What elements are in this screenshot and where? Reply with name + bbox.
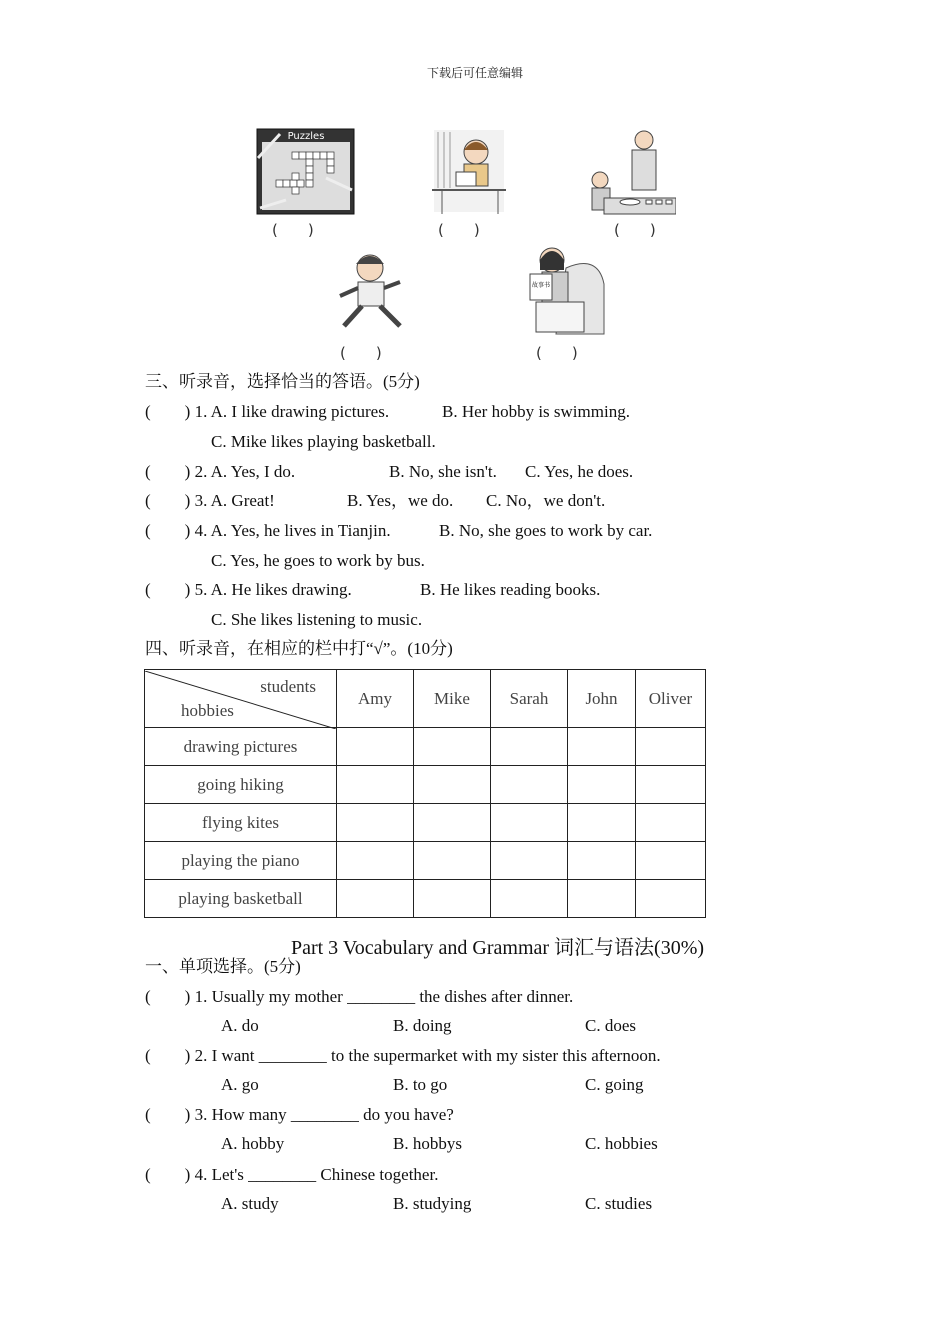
check-cell[interactable] xyxy=(491,842,568,880)
table-row xyxy=(145,804,706,842)
student-header-oliver: Oliver xyxy=(636,670,706,728)
p3-q3-option-c: C. hobbies xyxy=(585,1134,658,1153)
s3-q1-number[interactable]: ( ) 1. xyxy=(145,402,208,421)
corner-hobbies-label: hobbies xyxy=(181,700,234,720)
p3-q2-text: I want ________ to the supermarket with my sister this afternoon. xyxy=(211,1046,661,1065)
s3-q2-option-a: A. Yes, I do. xyxy=(210,462,296,481)
father-son-picture xyxy=(584,126,676,221)
check-cell[interactable] xyxy=(414,766,491,804)
s3-q2-option-b: B. No, she isn't. xyxy=(389,462,497,481)
s3-q4-number[interactable]: ( ) 4. xyxy=(145,521,208,540)
check-cell[interactable] xyxy=(414,880,491,918)
check-cell[interactable] xyxy=(636,804,706,842)
check-cell[interactable] xyxy=(491,728,568,766)
page-header: 下载后可任意编辑 xyxy=(426,66,523,80)
check-cell[interactable] xyxy=(414,842,491,880)
table-row xyxy=(145,880,706,918)
p3-question-4 xyxy=(145,1164,438,1186)
s3-q5-option-c: C. She likes listening to music. xyxy=(211,610,423,629)
s3-q4-option-a: A. Yes, he lives in Tianjin. xyxy=(210,521,391,540)
p3-q2-option-a: A. go xyxy=(221,1075,259,1094)
s3-q1-option-c: C. Mike likes playing basketball. xyxy=(211,432,436,451)
check-cell[interactable] xyxy=(636,728,706,766)
puzzle-title: Puzzles xyxy=(287,131,325,142)
table-row xyxy=(145,842,706,880)
check-cell[interactable] xyxy=(414,728,491,766)
corner-students-label: students xyxy=(260,676,316,696)
student-header-sarah: Sarah xyxy=(491,670,568,728)
student-header-amy: Amy xyxy=(337,670,414,728)
s3-question-4 xyxy=(145,520,391,542)
s3-question-3 xyxy=(145,490,275,512)
s3-q3-option-b: B. Yes，we do. xyxy=(347,491,454,510)
check-cell[interactable] xyxy=(636,766,706,804)
answer-blank-4[interactable]: ( ) xyxy=(340,344,382,362)
check-cell[interactable] xyxy=(337,804,414,842)
table-row xyxy=(145,766,706,804)
table-row xyxy=(145,728,706,766)
p3-q2-option-c: C. going xyxy=(585,1075,644,1094)
section3-title: 三、听录音，选择恰当的答语。(5分) xyxy=(145,372,420,391)
s3-q4-option-b: B. No, she goes to work by car. xyxy=(439,521,653,540)
p3-question-2 xyxy=(145,1045,661,1067)
check-cell[interactable] xyxy=(568,880,636,918)
p3-question-3 xyxy=(145,1104,454,1126)
s3-q5-number[interactable]: ( ) 5. xyxy=(145,580,208,599)
p3-q2-number[interactable]: ( ) 2. xyxy=(145,1046,208,1065)
p3-question-1 xyxy=(145,986,573,1008)
answer-blank-3[interactable]: ( ) xyxy=(614,221,656,239)
s3-q1-option-b: B. Her hobby is swimming. xyxy=(442,402,630,421)
student-header-mike: Mike xyxy=(414,670,491,728)
s3-q3-option-c: C. No，we don't. xyxy=(486,491,606,510)
part3-title: Part 3 Vocabulary and Grammar 词汇与语法(30%) xyxy=(290,937,705,959)
p3-q1-number[interactable]: ( ) 1. xyxy=(145,987,208,1006)
check-cell[interactable] xyxy=(337,880,414,918)
answer-blank-5[interactable]: ( ) xyxy=(536,344,578,362)
s3-q2-option-c: C. Yes, he does. xyxy=(525,462,634,481)
reading-boy-picture xyxy=(432,128,506,221)
p3-q4-number[interactable]: ( ) 4. xyxy=(145,1165,208,1184)
kungfu-boy-picture xyxy=(334,250,414,341)
hobby-label: playing the piano xyxy=(145,842,337,880)
check-cell[interactable] xyxy=(491,766,568,804)
s3-q5-option-a: A. He likes drawing. xyxy=(210,580,352,599)
s3-question-5 xyxy=(145,579,352,601)
reading-girl-picture xyxy=(526,244,608,341)
check-cell[interactable] xyxy=(337,842,414,880)
hobbies-table xyxy=(144,669,706,918)
part3-subtitle: 一、单项选择。(5分) xyxy=(145,957,301,976)
p3-q3-option-a: A. hobby xyxy=(221,1134,285,1153)
p3-q2-option-b: B. to go xyxy=(393,1075,448,1094)
s3-q3-number[interactable]: ( ) 3. xyxy=(145,491,208,510)
storybook-title: 故事书 xyxy=(531,282,551,289)
check-cell[interactable] xyxy=(568,728,636,766)
check-cell[interactable] xyxy=(568,842,636,880)
check-cell[interactable] xyxy=(337,728,414,766)
p3-q4-option-a: A. study xyxy=(221,1194,279,1213)
s3-q1-option-a: A. I like drawing pictures. xyxy=(210,402,390,421)
corner-cell xyxy=(145,670,337,728)
check-cell[interactable] xyxy=(414,804,491,842)
p3-q1-option-b: B. doing xyxy=(393,1016,452,1035)
check-cell[interactable] xyxy=(568,766,636,804)
check-cell[interactable] xyxy=(568,804,636,842)
hobby-label: playing basketball xyxy=(145,880,337,918)
check-cell[interactable] xyxy=(636,880,706,918)
p3-q1-option-a: A. do xyxy=(221,1016,259,1035)
s3-q2-number[interactable]: ( ) 2. xyxy=(145,462,208,481)
check-cell[interactable] xyxy=(491,880,568,918)
puzzle-picture xyxy=(256,128,356,221)
p3-q3-option-b: B. hobbys xyxy=(393,1134,462,1153)
s3-q5-option-b: B. He likes reading books. xyxy=(420,580,601,599)
s3-q3-option-a: A. Great! xyxy=(210,491,275,510)
check-cell[interactable] xyxy=(337,766,414,804)
answer-blank-2[interactable]: ( ) xyxy=(438,221,480,239)
p3-q4-option-b: B. studying xyxy=(393,1194,472,1213)
p3-q4-text: Let's ________ Chinese together. xyxy=(211,1165,439,1184)
section4-title: 四、听录音，在相应的栏中打“√”。(10分) xyxy=(145,639,453,658)
p3-q4-option-c: C. studies xyxy=(585,1194,653,1213)
student-header-john: John xyxy=(568,670,636,728)
check-cell[interactable] xyxy=(491,804,568,842)
p3-q3-number[interactable]: ( ) 3. xyxy=(145,1105,208,1124)
hobby-label: flying kites xyxy=(145,804,337,842)
p3-q1-text: Usually my mother ________ the dishes after dinner. xyxy=(211,987,574,1006)
p3-q3-text: How many ________ do you have? xyxy=(211,1105,454,1124)
s3-question-2 xyxy=(145,461,295,483)
hobby-label: going hiking xyxy=(145,766,337,804)
p3-q1-option-c: C. does xyxy=(585,1016,636,1035)
s3-question-1 xyxy=(145,401,389,423)
answer-blank-1[interactable]: ( ) xyxy=(272,221,314,239)
s3-q4-option-c: C. Yes, he goes to work by bus. xyxy=(211,551,425,570)
check-cell[interactable] xyxy=(636,842,706,880)
hobby-label: drawing pictures xyxy=(145,728,337,766)
